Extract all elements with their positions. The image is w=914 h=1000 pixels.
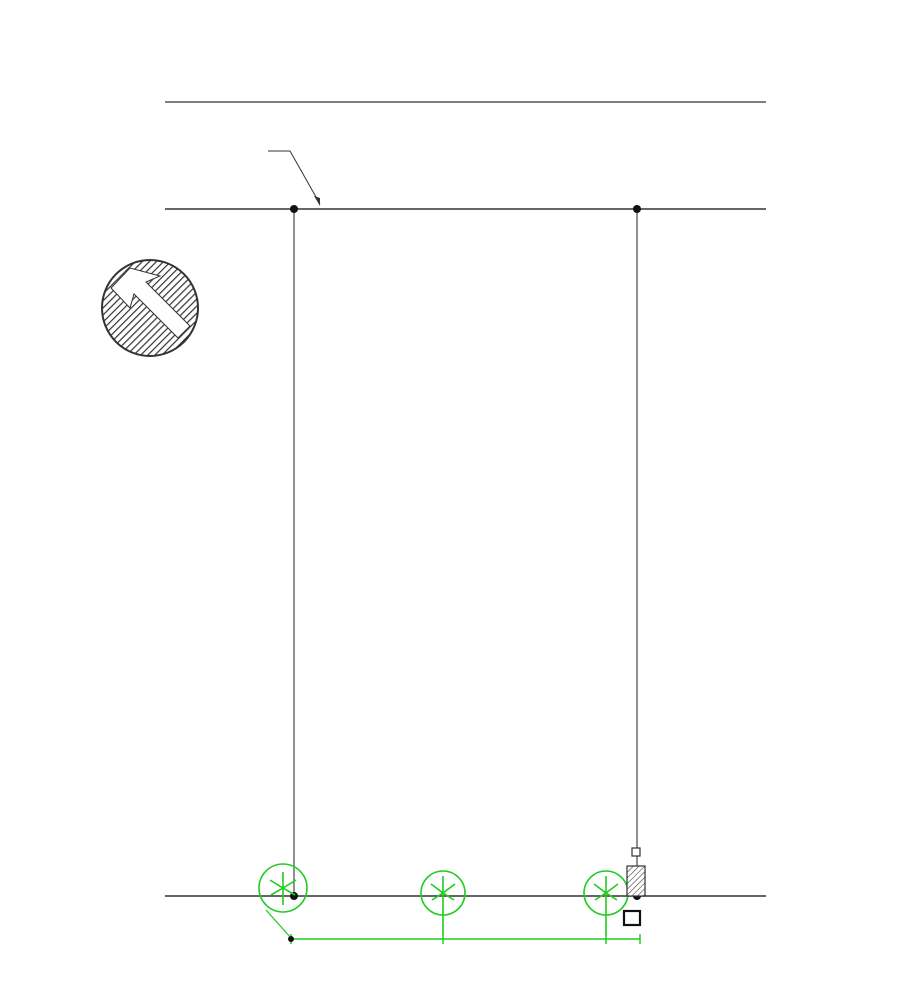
tree-icon [421,871,465,935]
fence-leader-arrow [314,196,320,206]
tree-icon [584,871,628,935]
tree-icon [259,864,307,912]
pilar-marker [627,866,645,896]
vertex-4-point [290,205,298,213]
farol-offset-line [266,910,291,938]
tapa-marker [624,911,640,925]
mfc-marker [632,848,640,856]
north-arrow-icon [102,260,198,356]
vertex-3-point [633,205,641,213]
fence-leader [268,151,320,204]
farol-point [288,936,294,942]
